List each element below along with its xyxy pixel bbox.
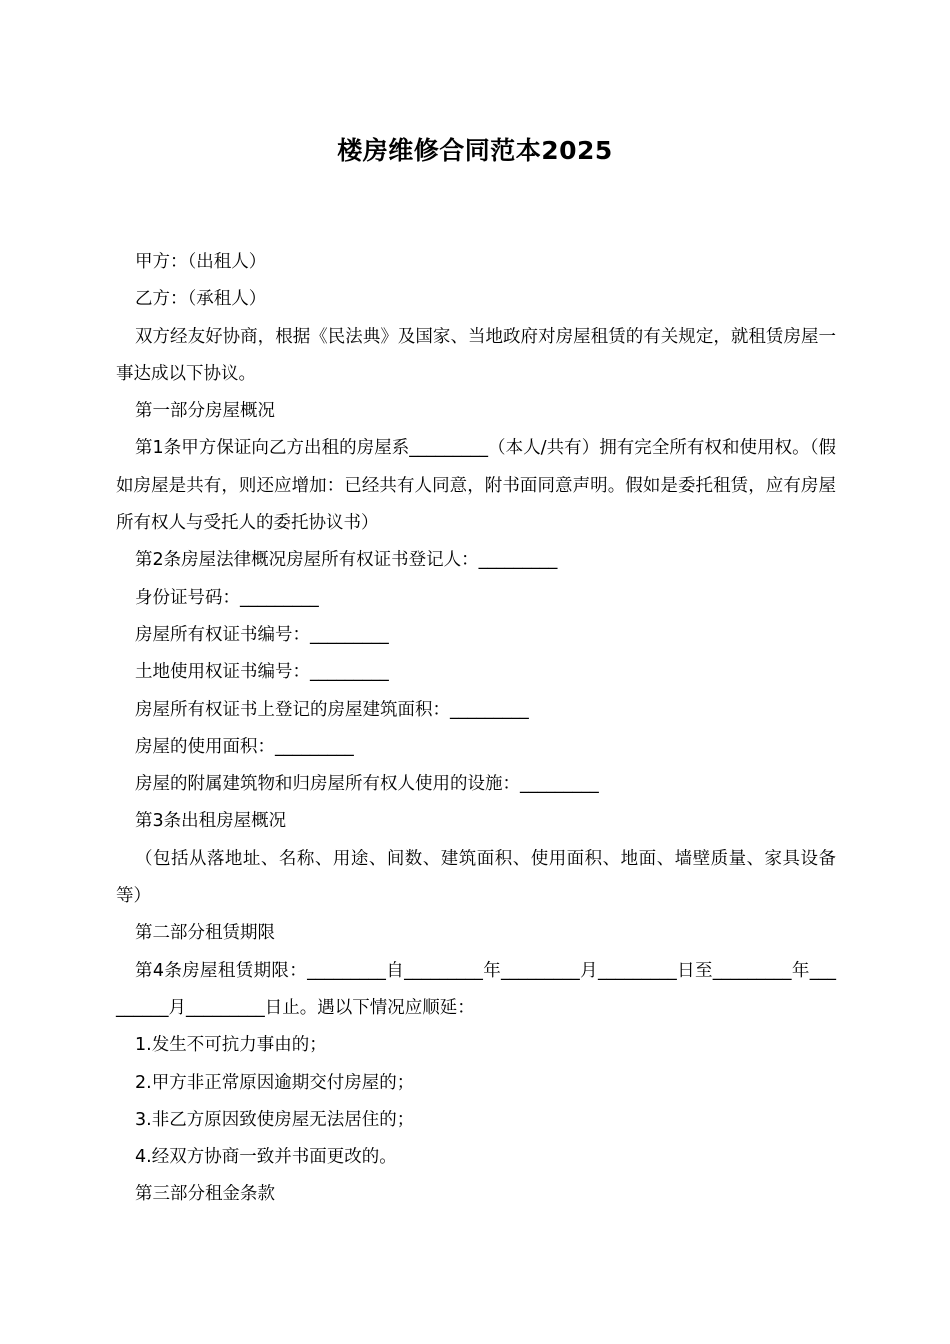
section-heading-part-2: 第二部分租赁期限	[135, 923, 275, 944]
id-number-line: 身份证号码：_________	[135, 587, 319, 608]
section-heading-part-3: 第三部分租金条款	[135, 1184, 275, 1205]
article-1-paragraph: 第1条甲方保证向乙方出租的房屋系_________（本人/共有）拥有完全所有权和使用权。（假如房屋是共有，则还应增加：已经共有人同意，附书面同意声明。假如是委托租赁，应有房屋所有权人与受托人的委托协议书）	[116, 438, 836, 534]
land-certificate-line: 土地使用权证书编号：_________	[135, 662, 389, 683]
list-item: 4.经双方协商一致并书面更改的。	[135, 1147, 397, 1168]
article-2-paragraph: 第2条房屋法律概况房屋所有权证书登记人：_________	[135, 550, 558, 571]
party-a-line: 甲方：（出租人）	[135, 252, 267, 272]
building-area-line: 房屋所有权证书上登记的房屋建筑面积：_________	[135, 699, 529, 720]
preamble-paragraph: 双方经友好协商，根据《民法典》及国家、当地政府对房屋租赁的有关规定，就租赁房屋一事达成以下协议。	[116, 326, 836, 384]
article-4-paragraph: 第4条房屋租赁期限：_________自_________年_________月_________日至_________年_________月_________日止。遇以下情况应顺延：	[116, 960, 836, 1018]
property-certificate-line: 房屋所有权证书编号：_________	[135, 624, 389, 645]
list-item: 2.甲方非正常原因逾期交付房屋的；	[135, 1072, 415, 1093]
article-3-details: （包括从落地址、名称、用途、间数、建筑面积、使用面积、地面、墙壁质量、家具设备等）	[116, 848, 836, 907]
article-3-heading: 第3条出租房屋概况	[135, 811, 287, 832]
party-b-line: 乙方：（承租人）	[135, 289, 267, 310]
ancillary-facilities-line: 房屋的附属建筑物和归房屋所有权人使用的设施：_________	[135, 774, 599, 795]
list-item: 3.非乙方原因致使房屋无法居住的；	[135, 1109, 415, 1130]
section-heading-part-1: 第一部分房屋概况	[135, 401, 275, 422]
usable-area-line: 房屋的使用面积：_________	[135, 736, 354, 757]
list-item: 1.发生不可抗力事由的；	[135, 1035, 327, 1056]
document-title: 楼房维修合同范本2025	[337, 136, 613, 165]
document-body	[116, 244, 836, 1214]
